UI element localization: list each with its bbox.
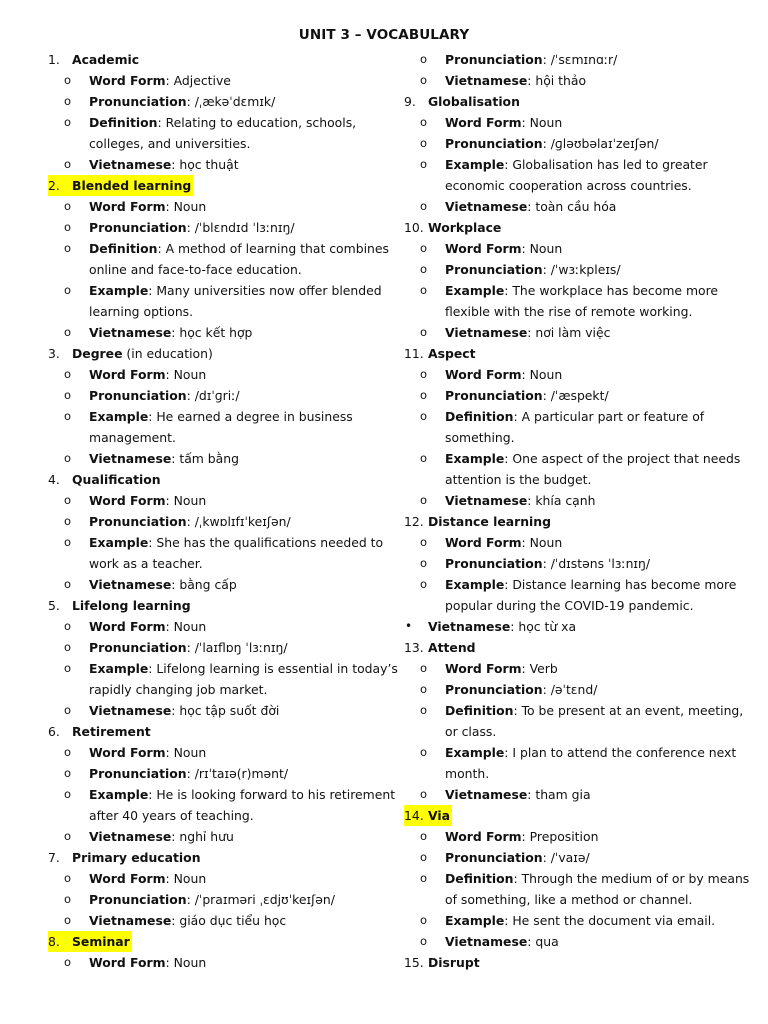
bullet-circle-icon: o <box>64 703 72 717</box>
entry-detail-row <box>48 574 398 595</box>
entry-heading <box>404 343 754 364</box>
detail-value: : /ˌkwɒlɪfɪˈkeɪʃən/ <box>186 514 291 529</box>
entry-detail-row <box>404 133 754 154</box>
detail-label: Word Form <box>89 871 166 886</box>
bullet-circle-icon: o <box>420 703 428 717</box>
entry-detail-row <box>404 238 754 259</box>
detail-label: Pronunciation <box>445 52 543 67</box>
detail-value: : /ˈsɛmɪnɑːr/ <box>542 52 618 67</box>
entry-heading-row <box>404 637 754 658</box>
entry-number: 1. <box>48 52 60 67</box>
bullet-circle-icon: o <box>64 871 72 885</box>
detail-label: Vietnamese <box>89 157 172 172</box>
entry-heading-row <box>48 49 398 70</box>
entry-detail-row <box>48 238 398 280</box>
entry-term: Distance learning <box>428 514 551 529</box>
entry-number: 10. <box>404 220 424 235</box>
vocabulary-column-right <box>404 49 754 973</box>
entry-detail-row <box>404 259 754 280</box>
detail-value: : A particular part or feature of something. <box>445 409 705 445</box>
bullet-circle-icon: o <box>64 325 72 339</box>
detail-value: : Preposition <box>521 829 599 844</box>
detail-value: : Noun <box>165 493 207 508</box>
entry-term: Globalisation <box>428 94 520 109</box>
detail-label: Pronunciation <box>89 388 187 403</box>
entry-heading <box>48 931 132 952</box>
detail-label: Vietnamese <box>445 199 528 214</box>
entry-detail-row <box>404 553 754 574</box>
entry-number: 11. <box>404 346 424 361</box>
detail-label: Word Form <box>445 367 522 382</box>
entry-heading-row <box>404 511 754 532</box>
entry-heading <box>48 469 398 490</box>
bullet-circle-icon: o <box>420 367 428 381</box>
bullet-circle-icon: o <box>420 409 428 423</box>
detail-label: Vietnamese <box>445 934 528 949</box>
bullet-circle-icon: o <box>64 955 72 969</box>
detail-value: : Noun <box>165 871 207 886</box>
entry-detail-row <box>48 364 398 385</box>
detail-value: : Noun <box>165 619 207 634</box>
entry-heading-row <box>404 343 754 364</box>
detail-label: Example <box>89 409 149 424</box>
bullet-circle-icon: o <box>64 745 72 759</box>
detail-label: Word Form <box>445 241 522 256</box>
entry-heading-row <box>48 343 398 364</box>
entry-heading-row <box>404 91 754 112</box>
bullet-circle-icon: o <box>64 409 72 423</box>
detail-label: Vietnamese <box>89 913 172 928</box>
detail-value: : /rɪˈtaɪə(r)mənt/ <box>186 766 289 781</box>
entry-term-note: (in education) <box>122 346 213 361</box>
bullet-circle-icon: o <box>420 451 428 465</box>
detail-label: Example <box>445 157 505 172</box>
entry-detail-row <box>404 847 754 868</box>
detail-value: : Through the medium of or by means of something, like a method or channel. <box>445 871 750 907</box>
bullet-circle-icon: o <box>64 493 72 507</box>
entry-detail-row <box>404 784 754 805</box>
entry-detail-row <box>48 952 398 973</box>
detail-label: Example <box>445 913 505 928</box>
entry-detail-row <box>404 154 754 196</box>
detail-value: : toàn cầu hóa <box>527 199 617 214</box>
entry-detail-row <box>48 910 398 931</box>
entry-detail-row <box>48 112 398 154</box>
detail-label: Vietnamese <box>89 703 172 718</box>
detail-value: : Verb <box>521 661 558 676</box>
entry-detail-row <box>404 679 754 700</box>
detail-label: Definition <box>89 241 158 256</box>
entry-term: Aspect <box>428 346 476 361</box>
bullet-circle-icon: o <box>420 787 428 801</box>
detail-label: Vietnamese <box>445 325 528 340</box>
detail-value: : Noun <box>521 241 563 256</box>
entry-number: 12. <box>404 514 424 529</box>
bullet-circle-icon: o <box>64 619 72 633</box>
entry-heading <box>48 595 398 616</box>
entry-detail-row <box>404 196 754 217</box>
detail-value: : tham gia <box>527 787 591 802</box>
bullet-circle-icon: o <box>64 115 72 129</box>
detail-value: : Adjective <box>165 73 231 88</box>
detail-label: Pronunciation <box>445 262 543 277</box>
detail-label: Vietnamese <box>89 829 172 844</box>
detail-value: : học tập suốt đời <box>171 703 280 718</box>
detail-label: Word Form <box>89 745 166 760</box>
bullet-circle-icon: o <box>420 136 428 150</box>
detail-label: Word Form <box>89 619 166 634</box>
entry-detail-row <box>48 70 398 91</box>
entry-number: 14. <box>404 808 424 823</box>
detail-value: : He earned a degree in business management. <box>89 409 353 445</box>
bullet-circle-icon: o <box>420 661 428 675</box>
entry-detail-row <box>48 868 398 889</box>
entry-heading-row <box>48 595 398 616</box>
detail-label: Definition <box>445 409 514 424</box>
bullet-circle-icon: o <box>420 682 428 696</box>
detail-label: Pronunciation <box>445 682 543 697</box>
detail-label: Word Form <box>89 955 166 970</box>
detail-value: : One aspect of the project that needs attention is the budget. <box>445 451 741 487</box>
entry-detail-row <box>404 49 754 70</box>
bullet-circle-icon: o <box>420 850 428 864</box>
entry-heading-row <box>48 931 398 952</box>
bullet-circle-icon: o <box>420 283 428 297</box>
detail-value: : học từ xa <box>510 619 577 634</box>
entry-heading <box>48 49 398 70</box>
entry-heading-row <box>48 175 398 196</box>
detail-value: : Noun <box>521 367 563 382</box>
detail-label: Pronunciation <box>445 136 543 151</box>
detail-value: : Noun <box>165 745 207 760</box>
entry-detail-row <box>48 196 398 217</box>
detail-label: Pronunciation <box>445 388 543 403</box>
entry-detail-row <box>404 931 754 952</box>
entry-detail-row <box>48 322 398 343</box>
detail-value: : học kết hợp <box>171 325 253 340</box>
detail-label: Example <box>445 745 505 760</box>
detail-value: : nghỉ hưu <box>171 829 234 844</box>
entry-detail-row <box>48 154 398 175</box>
bullet-circle-icon: o <box>420 157 428 171</box>
entry-term: Via <box>428 808 450 823</box>
entry-detail-row <box>404 280 754 322</box>
bullet-circle-icon: o <box>64 283 72 297</box>
bullet-circle-icon: o <box>64 913 72 927</box>
detail-value: : He is looking forward to his retirement after 40 years of teaching. <box>89 787 396 823</box>
bullet-circle-icon: o <box>64 661 72 675</box>
entry-number: 4. <box>48 472 60 487</box>
detail-value: : nơi làm việc <box>527 325 611 340</box>
bullet-dot-icon: • <box>405 619 413 633</box>
bullet-circle-icon: o <box>420 934 428 948</box>
entry-term: Lifelong learning <box>72 598 191 613</box>
detail-value: : qua <box>527 934 559 949</box>
detail-value: : bằng cấp <box>171 577 237 592</box>
detail-label: Vietnamese <box>89 577 172 592</box>
entry-detail-row <box>404 574 754 616</box>
bullet-circle-icon: o <box>420 199 428 213</box>
entry-number: 5. <box>48 598 60 613</box>
entry-detail-row <box>404 364 754 385</box>
detail-label: Example <box>89 661 149 676</box>
entry-heading <box>48 343 398 364</box>
entry-number: 7. <box>48 850 60 865</box>
page-title: UNIT 3 – VOCABULARY <box>298 27 470 43</box>
detail-value: : học thuật <box>171 157 239 172</box>
detail-label: Example <box>445 283 505 298</box>
entry-detail-row <box>48 532 398 574</box>
bullet-circle-icon: o <box>420 493 428 507</box>
detail-label: Pronunciation <box>89 766 187 781</box>
bullet-circle-icon: o <box>420 871 428 885</box>
bullet-circle-icon: o <box>64 73 72 87</box>
entry-detail-row <box>48 616 398 637</box>
entry-term: Degree <box>72 346 123 361</box>
entry-detail-row <box>48 889 398 910</box>
detail-label: Pronunciation <box>445 556 543 571</box>
entry-term: Academic <box>72 52 140 67</box>
detail-value: : /ˈæspekt/ <box>542 388 609 403</box>
entry-heading-row <box>404 952 754 973</box>
detail-value: : He sent the document via email. <box>504 913 716 928</box>
detail-label: Vietnamese <box>89 451 172 466</box>
detail-value: : I plan to attend the conference next month. <box>445 745 737 781</box>
entry-number: 3. <box>48 346 60 361</box>
bullet-circle-icon: o <box>64 514 72 528</box>
entry-term: Qualification <box>72 472 161 487</box>
entry-detail-row <box>48 280 398 322</box>
bullet-circle-icon: o <box>64 535 72 549</box>
entry-term: Attend <box>428 640 476 655</box>
bullet-circle-icon: o <box>64 829 72 843</box>
entry-term: Disrupt <box>428 955 480 970</box>
bullet-circle-icon: o <box>64 157 72 171</box>
bullet-circle-icon: o <box>64 241 72 255</box>
entry-heading <box>48 847 398 868</box>
entry-heading-row <box>404 217 754 238</box>
entry-number: 9. <box>404 94 416 109</box>
entry-detail-row <box>404 448 754 490</box>
detail-label: Word Form <box>445 535 522 550</box>
detail-value: : /ˈlaɪflɒŋ ˈlɜːnɪŋ/ <box>186 640 288 655</box>
bullet-circle-icon: o <box>64 451 72 465</box>
entry-detail-row <box>48 511 398 532</box>
detail-label: Pronunciation <box>89 514 187 529</box>
entry-heading <box>48 175 193 196</box>
detail-value: : /ˈdɪstəns ˈlɜːnɪŋ/ <box>542 556 651 571</box>
entry-heading <box>404 91 754 112</box>
detail-label: Word Form <box>89 199 166 214</box>
entry-detail-row <box>48 700 398 721</box>
entry-term: Workplace <box>428 220 502 235</box>
detail-value: : Relating to education, schools, colleges, and universities. <box>89 115 357 151</box>
bullet-circle-icon: o <box>420 535 428 549</box>
detail-value: : Globalisation has led to greater economic cooperation across countries. <box>445 157 708 193</box>
detail-value: : /dɪˈɡriː/ <box>186 388 240 403</box>
entry-detail-row <box>404 70 754 91</box>
entry-number: 8. <box>48 934 60 949</box>
detail-value: : /ˈblɛndɪd ˈlɜːnɪŋ/ <box>186 220 295 235</box>
detail-value: : hội thảo <box>527 73 587 88</box>
bullet-circle-icon: o <box>420 325 428 339</box>
entry-detail-row <box>48 637 398 658</box>
bullet-circle-icon: o <box>420 388 428 402</box>
entry-detail-row <box>48 385 398 406</box>
bullet-circle-icon: o <box>64 199 72 213</box>
detail-value: : khía cạnh <box>527 493 596 508</box>
detail-label: Definition <box>445 871 514 886</box>
entry-detail-row <box>404 616 754 637</box>
entry-term: Retirement <box>72 724 151 739</box>
entry-number: 15. <box>404 955 424 970</box>
detail-label: Word Form <box>89 73 166 88</box>
detail-label: Vietnamese <box>428 619 511 634</box>
entry-heading <box>404 511 754 532</box>
entry-detail-row <box>404 700 754 742</box>
detail-value: : Noun <box>521 115 563 130</box>
entry-detail-row <box>48 490 398 511</box>
detail-value: : Many universities now offer blended learning options. <box>89 283 382 319</box>
detail-label: Vietnamese <box>89 325 172 340</box>
entry-term: Primary education <box>72 850 201 865</box>
detail-value: : She has the qualifications needed to work as a teacher. <box>89 535 384 571</box>
detail-label: Example <box>89 787 149 802</box>
detail-value: : /ˈpraɪməri ˌɛdjʊˈkeɪʃən/ <box>186 892 335 907</box>
entry-heading <box>404 217 754 238</box>
bullet-circle-icon: o <box>64 766 72 780</box>
detail-value: : /ˈvaɪə/ <box>542 850 590 865</box>
detail-label: Word Form <box>445 115 522 130</box>
entry-detail-row <box>404 406 754 448</box>
entry-detail-row <box>48 406 398 448</box>
bullet-circle-icon: o <box>420 241 428 255</box>
bullet-circle-icon: o <box>64 220 72 234</box>
bullet-circle-icon: o <box>420 262 428 276</box>
detail-label: Pronunciation <box>89 94 187 109</box>
bullet-circle-icon: o <box>420 829 428 843</box>
detail-label: Pronunciation <box>89 640 187 655</box>
bullet-circle-icon: o <box>420 52 428 66</box>
entry-heading <box>404 805 452 826</box>
detail-label: Vietnamese <box>445 73 528 88</box>
entry-detail-row <box>48 826 398 847</box>
entry-heading <box>48 721 398 742</box>
detail-value: : /ˈwɜːkpleɪs/ <box>542 262 621 277</box>
entry-heading-row <box>48 721 398 742</box>
bullet-circle-icon: o <box>64 577 72 591</box>
detail-value: : tấm bằng <box>171 451 239 466</box>
entry-detail-row <box>404 490 754 511</box>
detail-label: Example <box>89 535 149 550</box>
detail-label: Definition <box>445 703 514 718</box>
detail-label: Word Form <box>89 493 166 508</box>
detail-value: : /ɡləʊbəlaɪˈzeɪʃən/ <box>542 136 659 151</box>
detail-label: Example <box>89 283 149 298</box>
entry-term: Blended learning <box>72 178 192 193</box>
entry-heading-row <box>404 805 754 826</box>
entry-detail-row <box>404 910 754 931</box>
entry-detail-row <box>404 112 754 133</box>
detail-label: Vietnamese <box>445 493 528 508</box>
bullet-circle-icon: o <box>64 94 72 108</box>
detail-label: Word Form <box>445 829 522 844</box>
entry-detail-row <box>404 385 754 406</box>
entry-heading <box>404 952 754 973</box>
bullet-circle-icon: o <box>420 913 428 927</box>
detail-label: Definition <box>89 115 158 130</box>
entry-heading-row <box>48 847 398 868</box>
detail-label: Vietnamese <box>445 787 528 802</box>
detail-label: Example <box>445 451 505 466</box>
detail-label: Word Form <box>445 661 522 676</box>
vocabulary-column-left <box>48 49 398 973</box>
detail-value: : giáo dục tiểu học <box>171 913 287 928</box>
bullet-circle-icon: o <box>420 556 428 570</box>
detail-value: : Distance learning has become more popular during the COVID-19 pandemic. <box>445 577 737 613</box>
entry-detail-row <box>48 742 398 763</box>
bullet-circle-icon: o <box>420 577 428 591</box>
detail-value: : Noun <box>521 535 563 550</box>
detail-value: : The workplace has become more flexible with the rise of remote working. <box>445 283 719 319</box>
detail-value: : A method of learning that combines online and face-to-face education. <box>89 241 389 277</box>
entry-detail-row <box>48 217 398 238</box>
entry-detail-row <box>48 91 398 112</box>
entry-detail-row <box>404 658 754 679</box>
entry-number: 2. <box>48 178 60 193</box>
detail-value: : Lifelong learning is essential in today’s rapidly changing job market. <box>89 661 398 697</box>
bullet-circle-icon: o <box>64 787 72 801</box>
detail-label: Pronunciation <box>89 220 187 235</box>
entry-detail-row <box>48 658 398 700</box>
detail-value: : Noun <box>165 367 207 382</box>
bullet-circle-icon: o <box>64 640 72 654</box>
bullet-circle-icon: o <box>64 892 72 906</box>
entry-detail-row <box>48 448 398 469</box>
detail-value: : /əˈtɛnd/ <box>542 682 598 697</box>
detail-value: : To be present at an event, meeting, or class. <box>445 703 744 739</box>
detail-label: Word Form <box>89 367 166 382</box>
bullet-circle-icon: o <box>64 367 72 381</box>
entry-heading-row <box>48 469 398 490</box>
detail-value: : /ˌækəˈdɛmɪk/ <box>186 94 276 109</box>
entry-detail-row <box>404 826 754 847</box>
bullet-circle-icon: o <box>64 388 72 402</box>
entry-number: 6. <box>48 724 60 739</box>
detail-label: Example <box>445 577 505 592</box>
entry-heading <box>404 637 754 658</box>
bullet-circle-icon: o <box>420 745 428 759</box>
entry-number: 13. <box>404 640 424 655</box>
entry-detail-row <box>404 322 754 343</box>
entry-detail-row <box>48 784 398 826</box>
bullet-circle-icon: o <box>420 115 428 129</box>
entry-detail-row <box>48 763 398 784</box>
entry-detail-row <box>404 532 754 553</box>
detail-label: Pronunciation <box>445 850 543 865</box>
detail-label: Pronunciation <box>89 892 187 907</box>
entry-detail-row <box>404 868 754 910</box>
detail-value: : Noun <box>165 955 207 970</box>
entry-term: Seminar <box>72 934 130 949</box>
detail-value: : Noun <box>165 199 207 214</box>
entry-detail-row <box>404 742 754 784</box>
bullet-circle-icon: o <box>420 73 428 87</box>
